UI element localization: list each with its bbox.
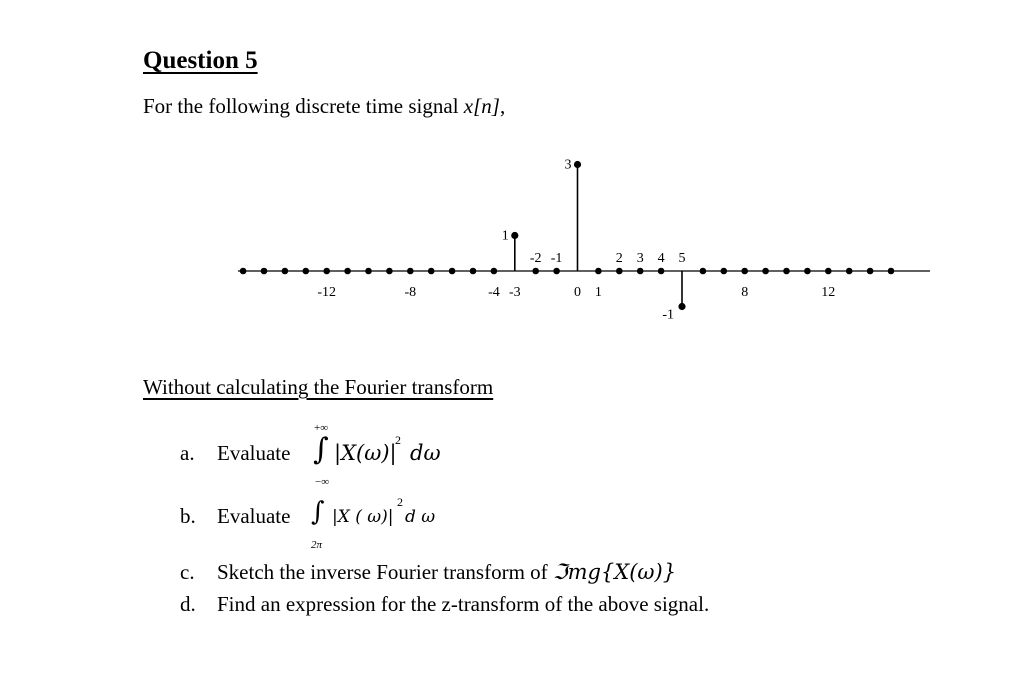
tick-label-below: 12 <box>821 285 836 300</box>
zero-sample-dot <box>700 268 707 275</box>
tick-label-above: -2 <box>529 251 542 266</box>
zero-sample-dot <box>867 268 874 275</box>
question-a-integral: ∫ <box>313 432 329 467</box>
tick-label-below: -4 <box>488 285 500 300</box>
question-a-upper-limit: +∞ <box>314 422 329 434</box>
stem-dot <box>511 232 518 239</box>
question-a-expression: |X(ω)| <box>334 441 397 465</box>
question-b-letter: b. <box>180 504 196 528</box>
zero-sample-dot <box>344 268 351 275</box>
zero-sample-dot <box>407 268 414 275</box>
section-heading: Without calculating the Fourier transform <box>143 375 494 399</box>
zero-sample-dot <box>846 268 853 275</box>
zero-sample-dot <box>595 268 602 275</box>
tick-label-below: 0 <box>574 285 581 300</box>
zero-sample-dot <box>888 268 895 275</box>
question-c-text: Sketch the inverse Fourier transform of <box>217 560 553 584</box>
question-a <box>180 441 290 466</box>
signal-name: x[n] <box>463 94 500 118</box>
zero-sample-dot <box>553 268 560 275</box>
question-title: Question 5 <box>143 47 258 74</box>
stem-value-label: -1 <box>662 307 674 323</box>
question-b-lower-limit: 2π <box>311 539 323 551</box>
zero-sample-dot <box>825 268 832 275</box>
zero-sample-dot <box>783 268 790 275</box>
zero-sample-dot <box>741 268 748 275</box>
zero-sample-dot <box>323 268 330 275</box>
zero-sample-dot <box>470 268 477 275</box>
question-d-letter: d. <box>180 592 196 616</box>
zero-sample-dot <box>240 268 247 275</box>
question-d <box>180 592 709 617</box>
intro-before: For the following discrete time signal <box>143 94 464 118</box>
zero-sample-dot <box>365 268 372 275</box>
zero-sample-dot <box>804 268 811 275</box>
zero-sample-dot <box>303 268 310 275</box>
question-a-lower-limit: −∞ <box>315 476 330 488</box>
question-b-power: 2 <box>397 495 403 509</box>
stem-dot <box>678 303 685 310</box>
question-c-math: ℑmg{X(ω)} <box>552 560 677 584</box>
question-b-integral: ∫ <box>311 497 325 527</box>
question-b-differential: d ω <box>405 507 436 527</box>
question-a-power: 2 <box>395 433 401 447</box>
tick-label-below: -8 <box>404 285 417 300</box>
question-c <box>180 560 676 585</box>
tick-label-above: 5 <box>678 251 686 266</box>
stem-value-label: 1 <box>501 228 509 244</box>
tick-label-below: -3 <box>508 285 521 300</box>
zero-sample-dot <box>449 268 456 275</box>
zero-sample-dot <box>491 268 498 275</box>
question-b-label: Evaluate <box>217 504 291 528</box>
question-b <box>180 504 290 529</box>
tick-label-below: 8 <box>741 285 749 300</box>
question-a-letter: a. <box>180 441 195 465</box>
tick-label-above: -1 <box>550 251 563 266</box>
zero-sample-dot <box>637 268 644 275</box>
tick-label-above: 2 <box>615 251 623 266</box>
question-a-label: Evaluate <box>217 441 291 465</box>
tick-label-above: 3 <box>636 251 644 266</box>
zero-sample-dot <box>282 268 289 275</box>
zero-sample-dot <box>762 268 769 275</box>
stem-dot <box>574 161 581 168</box>
zero-sample-dot <box>428 268 435 275</box>
zero-sample-dot <box>721 268 728 275</box>
zero-sample-dot <box>658 268 665 275</box>
intro-after: , <box>499 94 506 118</box>
zero-sample-dot <box>386 268 393 275</box>
zero-sample-dot <box>532 268 539 275</box>
question-a-differential: dω <box>410 441 441 465</box>
tick-label-above: 4 <box>657 251 665 266</box>
tick-label-below: -12 <box>317 285 337 300</box>
tick-label-below: 1 <box>594 285 602 300</box>
question-d-text: Find an expression for the z-transform of the above signal. <box>217 592 710 616</box>
question-c-letter: c. <box>180 560 195 584</box>
question-b-expression: |X ( ω)| <box>332 507 394 527</box>
zero-sample-dot <box>616 268 623 275</box>
zero-sample-dot <box>261 268 268 275</box>
stem-value-label: 3 <box>564 157 572 173</box>
